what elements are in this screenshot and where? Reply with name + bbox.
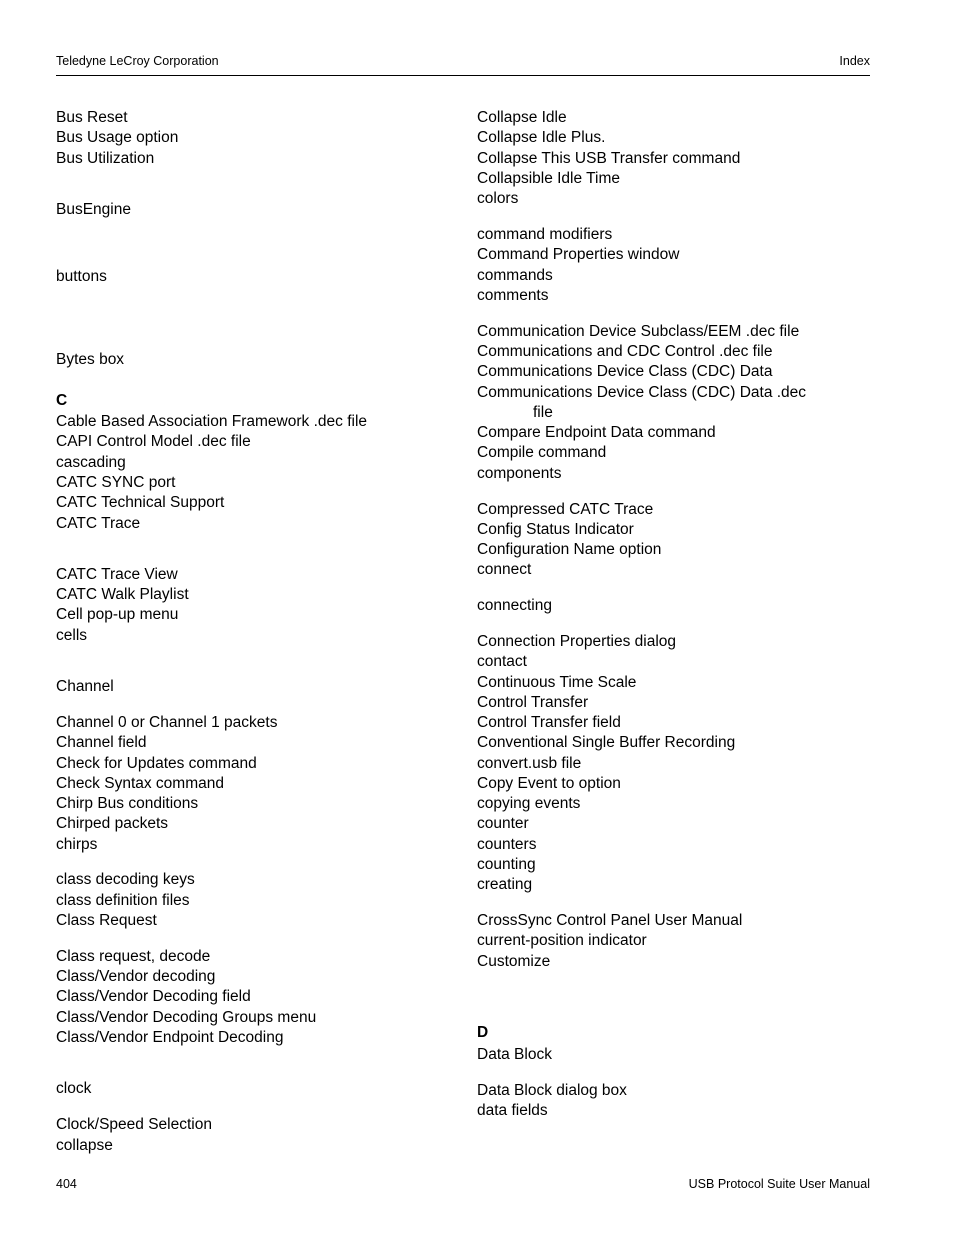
index-entry: data fields xyxy=(477,1102,548,1119)
index-entry: copying events xyxy=(477,795,581,812)
index-entry: connect xyxy=(477,561,532,578)
page-header xyxy=(56,53,870,76)
index-entry: Channel field xyxy=(56,734,147,751)
page-number: 404 xyxy=(56,1177,77,1191)
index-entry: Cell pop-up menu xyxy=(56,606,179,623)
index-entry: Communications Device Class (CDC) Data .dec xyxy=(477,384,807,401)
index-entry: Data Block xyxy=(477,1046,552,1063)
index-entry: Control Transfer xyxy=(477,694,589,711)
index-entry: Chirped packets xyxy=(56,815,169,832)
index-entry: current-position indicator xyxy=(477,932,647,949)
index-entry: Communication Device Subclass/EEM .dec file xyxy=(477,323,800,340)
index-entry: Customize xyxy=(477,953,551,970)
index-entry: Control Transfer field xyxy=(477,714,621,731)
index-entry: counter xyxy=(477,815,529,832)
index-entry: Communications and CDC Control .dec file xyxy=(477,343,773,360)
index-entry: Clock/Speed Selection xyxy=(56,1116,212,1133)
index-entry: Compile command xyxy=(477,444,607,461)
index-entry: Bus Utilization xyxy=(56,150,155,167)
index-entry: command modifiers xyxy=(477,226,613,243)
index-entry: Compressed CATC Trace xyxy=(477,501,654,518)
index-entry: counters xyxy=(477,836,537,853)
index-entry: commands xyxy=(477,267,553,284)
section-letter: C xyxy=(56,392,68,409)
index-entry: Bus Reset xyxy=(56,109,128,126)
header-publisher: Teledyne LeCroy Corporation xyxy=(56,54,219,68)
index-entry: Continuous Time Scale xyxy=(477,674,637,691)
index-entry: Check for Updates command xyxy=(56,755,257,772)
index-entry: Data Block dialog box xyxy=(477,1082,627,1099)
index-entry: CAPI Control Model .dec file xyxy=(56,433,251,450)
index-entry: comments xyxy=(477,287,549,304)
index-entry: Class/Vendor Endpoint Decoding xyxy=(56,1029,284,1046)
header-section: Index xyxy=(839,54,870,68)
index-entry: components xyxy=(477,465,562,482)
index-entry: cascading xyxy=(56,454,126,471)
index-entry: class decoding keys xyxy=(56,871,195,888)
index-entry: Connection Properties dialog xyxy=(477,633,677,650)
index-entry: chirps xyxy=(56,836,98,853)
index-entry: Cable Based Association Framework .dec file xyxy=(56,413,368,430)
index-entry: CATC Trace View xyxy=(56,566,178,583)
index-entry: Class/Vendor Decoding Groups menu xyxy=(56,1009,317,1026)
index-entry: Collapsible Idle Time xyxy=(477,170,621,187)
index-entry: Collapse Idle xyxy=(477,109,567,126)
index-entry: Compare Endpoint Data command xyxy=(477,424,716,441)
index-entry: Class/Vendor decoding xyxy=(56,968,216,985)
index-entry: Collapse Idle Plus. xyxy=(477,129,606,146)
index-entry: Class Request xyxy=(56,912,157,929)
index-entry: CATC Technical Support xyxy=(56,494,225,511)
index-entry: CATC Trace xyxy=(56,515,141,532)
index-entry: Collapse This USB Transfer command xyxy=(477,150,741,167)
index-entry: CrossSync Control Panel User Manual xyxy=(477,912,743,929)
index-entry: cells xyxy=(56,627,88,644)
index-entry: Check Syntax command xyxy=(56,775,224,792)
index-entry: colors xyxy=(477,190,519,207)
index-entry: Bytes box xyxy=(56,351,125,368)
section-letter: D xyxy=(477,1024,489,1041)
index-entry: CATC SYNC port xyxy=(56,474,176,491)
index-entry: Configuration Name option xyxy=(477,541,662,558)
index-entry: Class request, decode xyxy=(56,948,211,965)
index-entry: counting xyxy=(477,856,536,873)
index-entry: Channel 0 or Channel 1 packets xyxy=(56,714,278,731)
index-entry: buttons xyxy=(56,268,107,285)
index-entry: convert.usb file xyxy=(477,755,582,772)
index-entry: creating xyxy=(477,876,533,893)
index-entry: BusEngine xyxy=(56,201,131,218)
index-entry: Class/Vendor Decoding field xyxy=(56,988,251,1005)
index-entry: Bus Usage option xyxy=(56,129,179,146)
index-entry-continuation: file xyxy=(533,404,553,421)
index-entry: Channel xyxy=(56,678,114,695)
index-entry: collapse xyxy=(56,1137,113,1154)
index-entry: clock xyxy=(56,1080,92,1097)
index-entry: Conventional Single Buffer Recording xyxy=(477,734,736,751)
index-entry: Copy Event to option xyxy=(477,775,621,792)
index-entry: Chirp Bus conditions xyxy=(56,795,199,812)
index-entry: class definition files xyxy=(56,892,190,909)
index-entry: Command Properties window xyxy=(477,246,680,263)
document-title: USB Protocol Suite User Manual xyxy=(688,1177,870,1191)
index-entry: contact xyxy=(477,653,527,670)
index-entry: CATC Walk Playlist xyxy=(56,586,189,603)
index-entry: Config Status Indicator xyxy=(477,521,634,538)
index-entry: connecting xyxy=(477,597,552,614)
index-entry: Communications Device Class (CDC) Data xyxy=(477,363,773,380)
